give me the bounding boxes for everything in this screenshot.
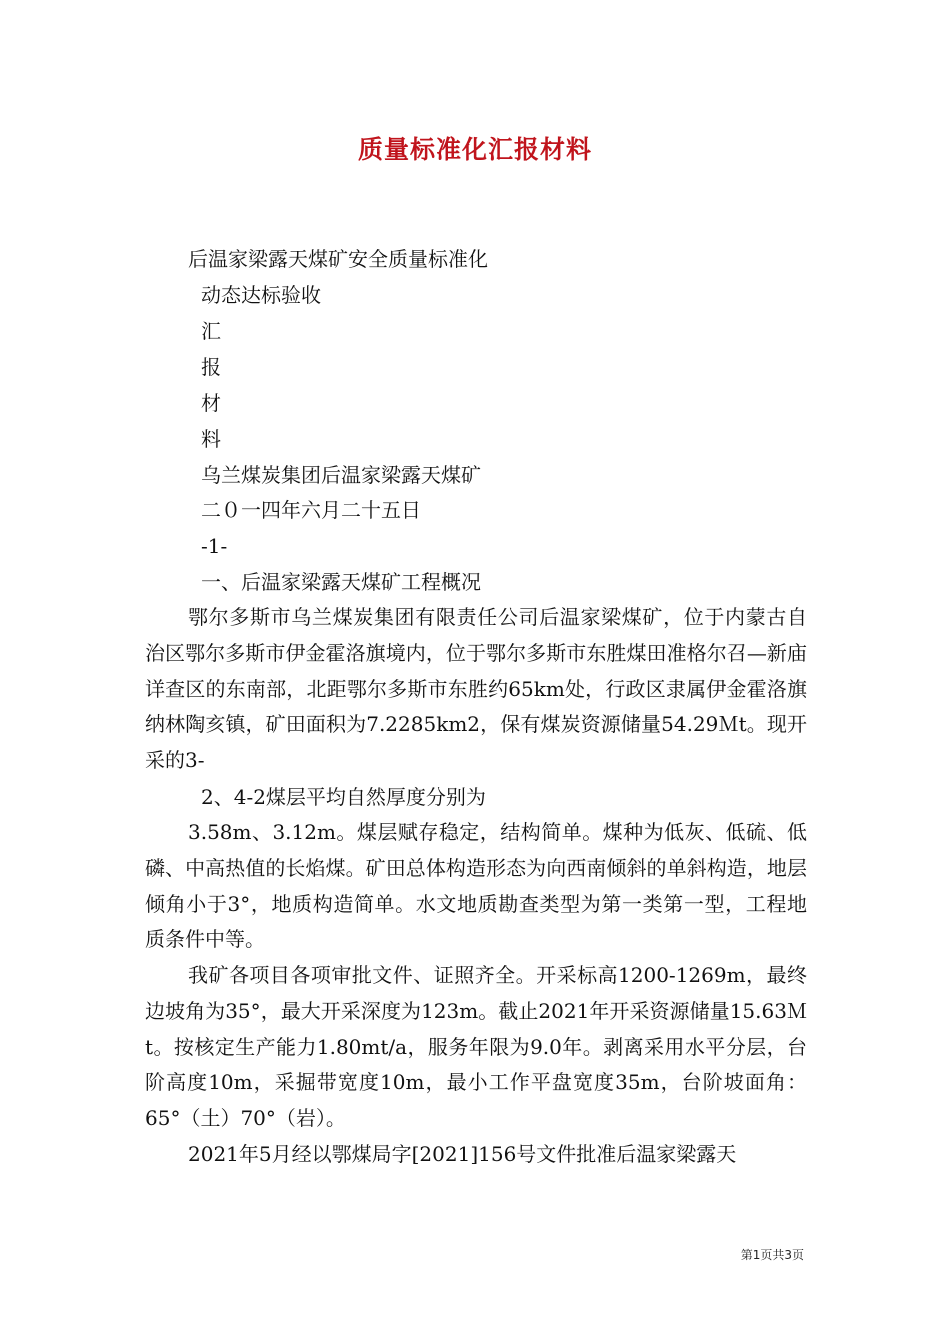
cover-line-organization: 乌兰煤炭集团后温家梁露天煤矿 bbox=[201, 463, 481, 487]
cover-line-char-4: 料 bbox=[201, 427, 221, 451]
paragraph-approval: 2021年5月经以鄂煤局字[2021]156号文件批准后温家梁露天 bbox=[188, 1142, 737, 1166]
cover-line-date: 二０一四年六月二十五日 bbox=[201, 498, 421, 522]
page-number-footer: 第1页共3页 bbox=[740, 1248, 804, 1262]
paragraph-mining-parameters: 我矿各项目各项审批文件、证照齐全。开采标高1200-1269m，最终边坡角为35°，最大开采深度为123m。截止2021年开采资源储量15.63Ｍt。按核定生产能力1.80mt/a，服务年限为9.0年。剥离采用水平分层，台阶高度10m，采掘带宽度10m，最小工作平盘宽度35m，台阶坡面角：65°（土）70°（岩）。 bbox=[145, 963, 807, 1131]
cover-line-acceptance: 动态达标验收 bbox=[201, 283, 321, 307]
cover-line-page-mark: -1- bbox=[201, 534, 228, 558]
document-title: 质量标准化汇报材料 bbox=[357, 135, 592, 164]
paragraph-overview: 鄂尔多斯市乌兰煤炭集团有限责任公司后温家梁煤矿，位于内蒙古自治区鄂尔多斯市伊金霍洛旗境内，位于鄂尔多斯市东胜煤田准格尔召—新庙详查区的东南部，北距鄂尔多斯市东胜约65km处，行政区隶属伊金霍洛旗纳林陶亥镇，矿田面积为7.2285km2，保有煤炭资源储量54.29Ｍt。现开采的3- bbox=[145, 605, 807, 773]
cover-line-subject: 后温家梁露天煤矿安全质量标准化 bbox=[188, 247, 488, 271]
paragraph-seam-line: 2、4-2煤层平均自然厚度分别为 bbox=[201, 785, 486, 809]
cover-line-char-2: 报 bbox=[201, 355, 221, 379]
section-heading: 一、后温家梁露天煤矿工程概况 bbox=[201, 570, 481, 594]
paragraph-geology: 3.58m、3.12m。煤层赋存稳定，结构简单。煤种为低灰、低硫、低磷、中高热值的长焰煤。矿田总体构造形态为向西南倾斜的单斜构造，地层倾角小于3°，地质构造简单。水文地质勘查类型为第一类第一型，工程地质条件中等。 bbox=[145, 820, 807, 952]
cover-line-char-1: 汇 bbox=[201, 319, 221, 343]
cover-line-char-3: 材 bbox=[201, 391, 221, 415]
